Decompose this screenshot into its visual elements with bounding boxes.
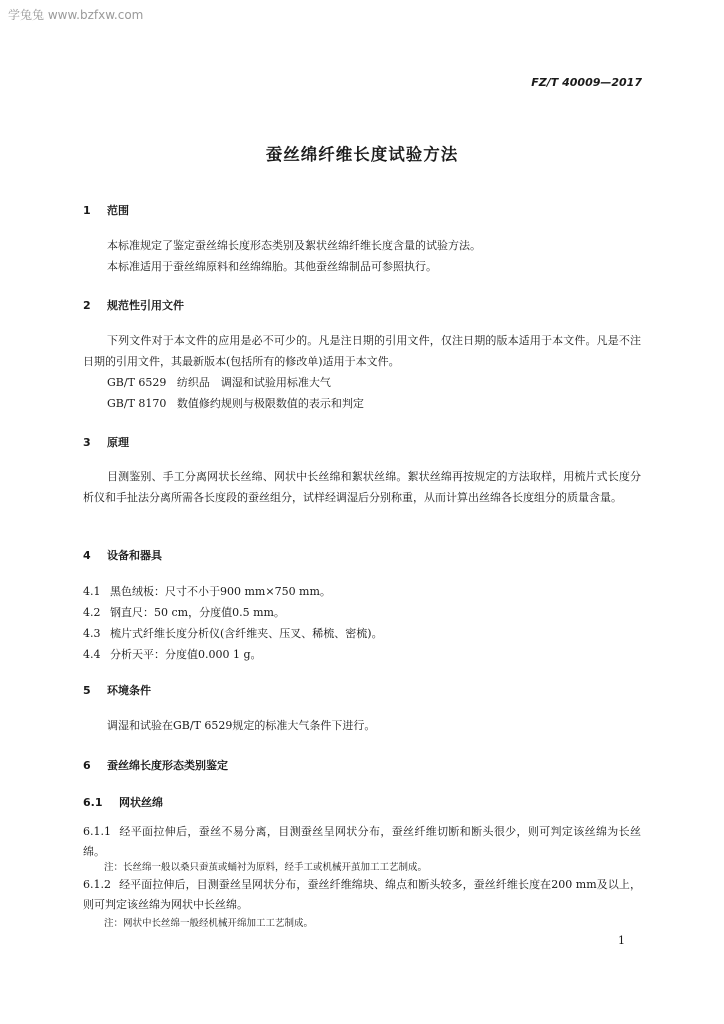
- standard-code: FZ/T 40009—2017: [531, 76, 642, 89]
- section-number: 6: [83, 759, 91, 772]
- clause-text: 经平面拉伸后，蚕丝不易分离，目测蚕丝呈网状分布，蚕丝纤维切断和断头很少，则可判定该丝绵为长丝绵。: [83, 825, 641, 858]
- item-number: 4.3: [83, 627, 101, 640]
- page-title: 蚕丝绵纤维长度试验方法: [265, 145, 459, 164]
- item-number: 4.1: [83, 585, 101, 598]
- clause-number: 6.1.1: [83, 825, 111, 838]
- subsection-heading-net-silk: [83, 794, 163, 810]
- reference-code: GB/T 8170: [107, 397, 167, 410]
- note: 注：网状中长丝绵一般经机械开绵加工工艺制成。: [104, 918, 314, 929]
- section-title: 设备和器具: [107, 549, 162, 562]
- clause-text: 经平面拉伸后，目测蚕丝呈网状分布，蚕丝纤维绵块、绵点和断头较多，蚕丝纤维长度在200 mm及以上，则可判定该丝绵为网状中长丝绵。: [83, 878, 641, 911]
- paragraph: 目测鉴别、手工分离网状长丝绵、网状中长丝绵和絮状丝绵。絮状丝绵再按规定的方法取样，用梳片式长度分析仪和手扯法分离所需各长度段的蚕丝组分，试样经调湿后分别称重，从而计算出丝绵各长度组分的质量含量。: [83, 470, 641, 504]
- subsection-title: 网状丝绵: [119, 796, 163, 809]
- paragraph: 本标准适用于蚕丝绵原料和丝绵绵胎。其他蚕丝绵制品可参照执行。: [107, 260, 437, 273]
- section-title: 原理: [107, 436, 129, 449]
- watermark: 学兔兔 www.bzfxw.com: [8, 8, 144, 22]
- section-number: 4: [83, 549, 91, 562]
- equipment-item: [83, 604, 285, 620]
- item-text: 梳片式纤维长度分析仪(含纤维夹、压叉、稀梳、密梳)。: [110, 627, 383, 640]
- reference-code: GB/T 6529: [107, 376, 167, 389]
- section-title: 规范性引用文件: [107, 299, 184, 312]
- subsection-number: 6.1: [83, 796, 103, 809]
- reference-name: 数值修约规则与极限数值的表示和判定: [176, 397, 364, 410]
- reference-name: 纺织品 调湿和试验用标准大气: [176, 376, 331, 389]
- item-number: 4.2: [83, 606, 101, 619]
- paragraph: 本标准规定了鉴定蚕丝绵长度形态类别及絮状丝绵纤维长度含量的试验方法。: [107, 239, 481, 252]
- note: 注：长丝绵一般以桑只蚕茧或蛹衬为原料，经手工或机械开茧加工工艺制成。: [104, 862, 428, 873]
- clause: [83, 875, 641, 915]
- section-heading-classification: [83, 757, 228, 773]
- section-number: 5: [83, 684, 91, 697]
- equipment-item: [83, 625, 383, 641]
- section-title: 范围: [107, 204, 129, 217]
- item-text: 钢直尺：50 cm，分度值0.5 mm。: [110, 606, 285, 619]
- section-number: 3: [83, 436, 91, 449]
- section-heading-equipment: [83, 547, 162, 563]
- clause: [83, 822, 641, 862]
- section-heading-environment: [83, 682, 151, 698]
- page-number: 1: [618, 934, 625, 947]
- section-heading-normative: [83, 297, 184, 313]
- item-text: 黑色绒板：尺寸不小于900 mm×750 mm。: [110, 585, 331, 598]
- section-title: 蚕丝绵长度形态类别鉴定: [107, 759, 228, 772]
- section-number: 2: [83, 299, 91, 312]
- reference-item: [107, 372, 331, 393]
- section-heading-principle: [83, 434, 129, 450]
- section-heading-scope: [83, 202, 129, 218]
- equipment-item: [83, 646, 262, 662]
- section-title: 环境条件: [107, 684, 151, 697]
- section-number: 1: [83, 204, 91, 217]
- paragraph: 下列文件对于本文件的应用是必不可少的。凡是注日期的引用文件，仅注日期的版本适用于本文件。凡是不注日期的引用文件，其最新版本(包括所有的修改单)适用于本文件。: [83, 334, 641, 368]
- item-number: 4.4: [83, 648, 101, 661]
- paragraph: 调湿和试验在GB/T 6529规定的标准大气条件下进行。: [107, 719, 376, 732]
- clause-number: 6.1.2: [83, 878, 111, 891]
- item-text: 分析天平：分度值0.000 1 g。: [110, 648, 262, 661]
- equipment-item: [83, 583, 331, 599]
- reference-item: [107, 393, 364, 414]
